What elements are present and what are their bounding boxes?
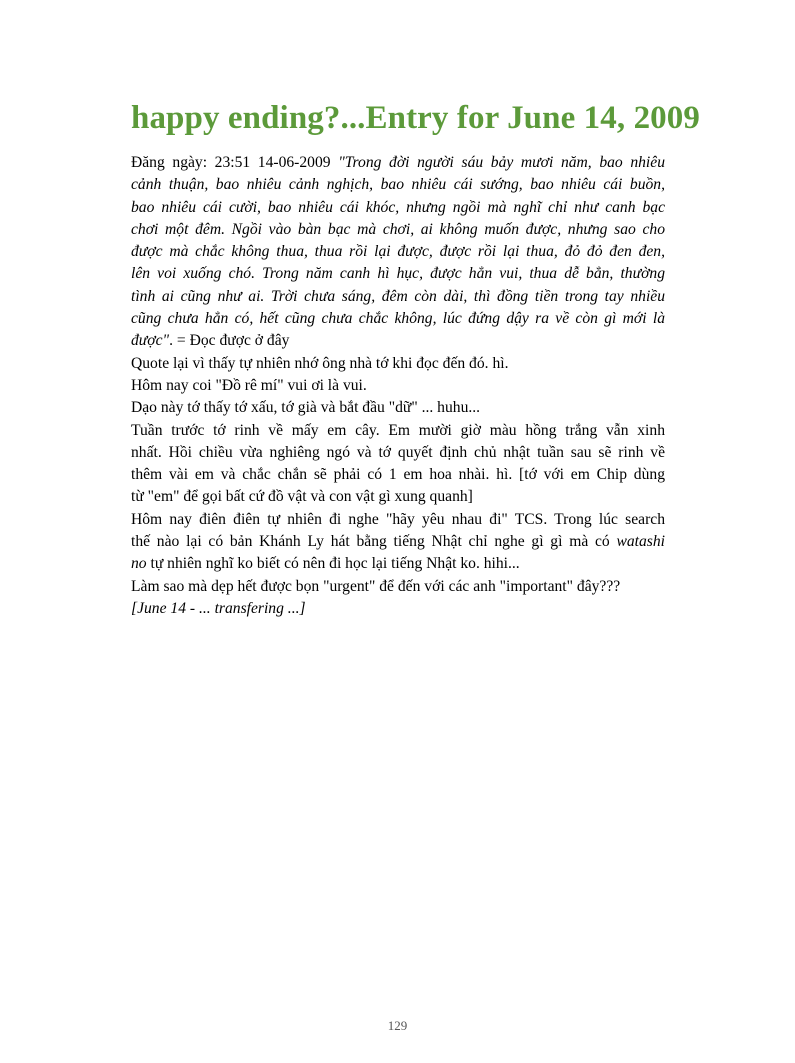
quote-line: tình ai cũng như ai. Trời chưa sáng, đêm còn dài, thì đồng tiền trong tay nhiều	[131, 287, 665, 305]
paragraph-line: từ "em" để gọi bất cứ đồ vật và con vật gì xung quanh]	[131, 488, 473, 506]
paragraph-line	[131, 531, 665, 553]
paragraph: Làm sao mà dẹp hết được bọn "urgent" để đến với các anh "important" đây???	[131, 577, 621, 595]
quote-line: cũng chưa hẳn có, hết cũng chưa chắc không, lúc đứng dậy ra về còn gì mới là	[131, 310, 665, 328]
quote-line: được"	[131, 332, 170, 350]
paragraph: Quote lại vì thấy tự nhiên nhớ ông nhà tớ khi đọc đến đó. hì.	[131, 354, 509, 372]
entry-title: happy ending?...Entry for June 14, 2009	[131, 100, 700, 136]
paragraph-line: nhất. Hồi chiều vừa nghiêng ngó và tớ quyết định chủ nhật tuần sau sẽ rinh về	[131, 443, 665, 461]
quote-line: cảnh thuận, bao nhiêu cảnh nghịch, bao nhiêu cái sướng, bao nhiêu cái buồn,	[131, 176, 665, 194]
page-number: 129	[387, 1018, 408, 1033]
quote-line: chơi một đêm. Ngồi vào bàn bạc mà chơi, ai không muốn được, nhưng sao cho	[131, 220, 665, 238]
paragraph: Dạo này tớ thấy tớ xấu, tớ già và bắt đầu "dữ" ... huhu...	[131, 399, 481, 417]
quote-line: được mà chắc không thua, thua rồi lại được, được rồi lại thua, đỏ đỏ đen đen,	[131, 243, 665, 261]
quote-line: lên voi xuống chó. Trong năm canh hì hục, được hẳn vui, thua dễ bẳn, thường	[131, 265, 665, 283]
entry-date: Đăng ngày: 23:51 14-06-2009	[131, 154, 339, 171]
quote-source-link[interactable]: . = Đọc được ở đây	[169, 332, 290, 350]
closing-note: [June 14 - ... transfering ...]	[131, 599, 306, 617]
entry-body	[131, 152, 665, 620]
paragraph-line: thêm vài em và chắc chắn sẽ phải có 1 em hoa nhài. hì. [tớ với em Chip dùng	[131, 466, 665, 484]
italic-word: watashi	[616, 533, 665, 551]
quote-line: "Trong đời người sáu bảy mươi năm, bao nhiêu	[338, 154, 665, 171]
paragraph: Hôm nay coi "Đồ rê mí" vui ơi là vui.	[131, 376, 367, 394]
quote-line: bao nhiêu cái cười, bao nhiêu cái khóc, nhưng ngồi mà nghĩ chỉ như canh bạc	[131, 198, 665, 216]
italic-word: no	[131, 555, 147, 573]
entry-first-line	[131, 152, 665, 174]
paragraph-line: Tuần trước tớ rinh về mấy em cây. Em mười giờ màu hồng trắng vẫn xinh	[131, 421, 665, 439]
document-page	[131, 96, 700, 620]
quote-end-line	[131, 330, 665, 352]
paragraph-line	[131, 553, 665, 575]
paragraph-text: thế nào lại có bản Khánh Ly hát bằng tiếng Nhật chỉ nghe gì gì mà có	[131, 533, 617, 551]
paragraph-text: tự nhiên nghĩ ko biết có nên đi học lại tiếng Nhật ko. hihi...	[146, 555, 520, 573]
paragraph-line: Hôm nay điên điên tự nhiên đi nghe "hãy yêu nhau đi" TCS. Trong lúc search	[131, 510, 665, 528]
